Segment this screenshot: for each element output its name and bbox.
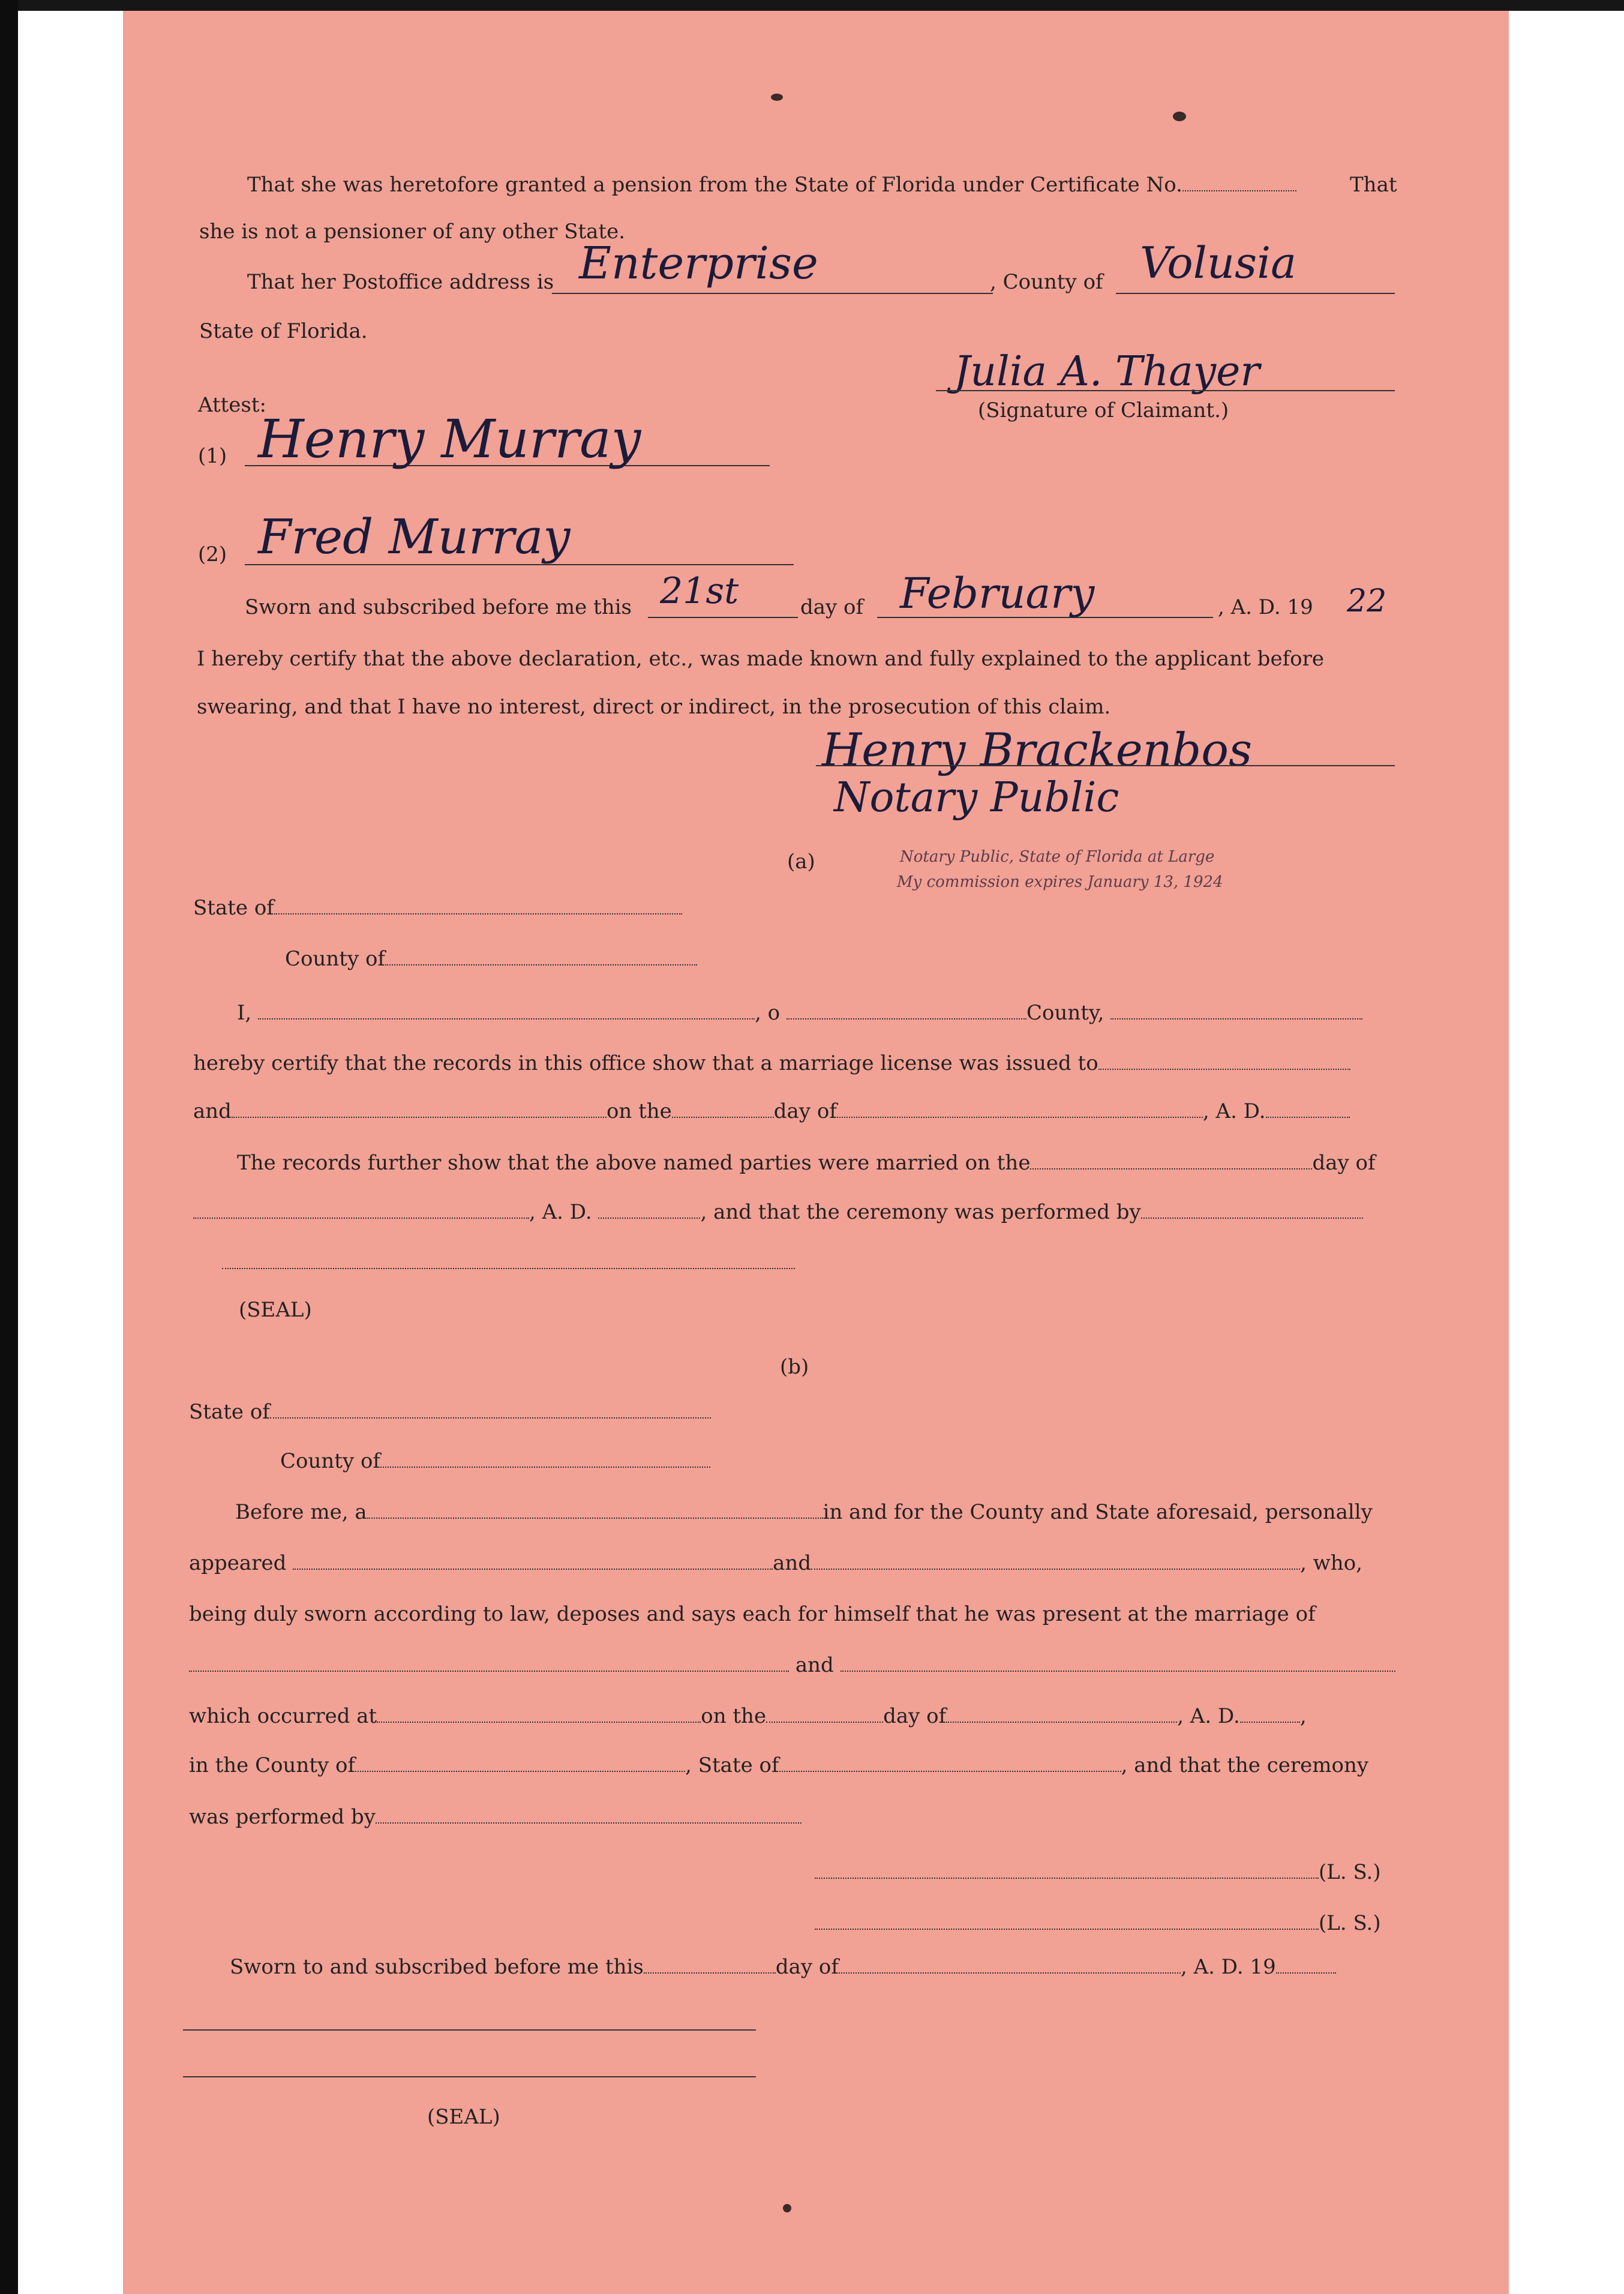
a-officer-line (237, 1001, 1362, 1025)
witness-2-number: (2) (198, 542, 227, 566)
pension-text: That she was heretofore granted a pension from the State of Florida under Certificate No. (247, 173, 1182, 197)
b-and-label: and (773, 1551, 812, 1575)
a-and-line (193, 1099, 1350, 1123)
b-comma: , (1299, 1704, 1307, 1728)
a-day-blank (672, 1100, 774, 1118)
a-state-line (193, 896, 682, 920)
sworn-year-value: 22 (1347, 583, 1387, 619)
b-ls2: (L. S.) (1319, 1911, 1381, 1935)
witness-1-signature: Henry Murray (258, 408, 641, 470)
b-occurred-line (189, 1704, 1307, 1728)
b-sworn-line (230, 1955, 1336, 1979)
b-onthe-label: on the (701, 1704, 767, 1728)
a-county-blank (385, 947, 697, 965)
b-who-label: , who, (1300, 1551, 1362, 1575)
b-signature1-blank (815, 1861, 1319, 1879)
a-ad-label: , A. D. (1202, 1099, 1266, 1123)
a-office-blank (787, 1001, 1026, 1019)
scan-border-left (0, 0, 18, 2294)
b-month-blank (946, 1705, 1177, 1723)
a-onthe-label: on the (606, 1099, 672, 1123)
b-marriage-of-line (189, 1653, 1395, 1677)
notary-signature-line (816, 765, 1395, 766)
b-before-label: Before me, a (235, 1500, 367, 1524)
b-day-blank (766, 1705, 883, 1723)
b-signature2-blank (815, 1912, 1319, 1930)
a-o-label: , o (755, 1001, 781, 1025)
b-ls2-line (815, 1911, 1381, 1935)
a-records-text: hereby certify that the records in this office show that a marriage license was issued to (193, 1051, 1098, 1075)
a-county-line (285, 947, 697, 971)
b-state2-blank (779, 1754, 1121, 1772)
a-county-label: County of (285, 947, 386, 971)
b-dayof-label: day of (883, 1704, 947, 1728)
sworn-ad-label: , A. D. 19 (1218, 595, 1313, 619)
b-dayof2-label: day of (775, 1955, 839, 1979)
scan-border-top (0, 0, 1624, 11)
certification-line-2: swearing, and that I have no interest, direct or indirect, in the prosecution of this claim. (197, 695, 1111, 719)
a-married-month-blank (193, 1201, 529, 1219)
b-witness2-blank (811, 1552, 1300, 1570)
b-and2-label: and (795, 1653, 834, 1677)
notary-stamp-line-2: My commission expires January 13, 1924 (897, 873, 1223, 891)
section-b-label: (b) (780, 1355, 809, 1379)
a-dayof2-label: day of (1312, 1151, 1376, 1175)
pension-text-2: she is not a pensioner of any other State. (199, 220, 626, 244)
a-county-c-blank (1110, 1001, 1362, 1019)
b-performed-label: was performed by (189, 1805, 376, 1829)
state-line: State of Florida. (199, 319, 368, 343)
a-married-year-blank (598, 1201, 700, 1219)
a-dayof-label: day of (773, 1099, 837, 1123)
notary-signature: Henry Brackenbos (822, 723, 1253, 776)
a-further-day-blank (1030, 1152, 1312, 1170)
a-officiant-blank (1141, 1201, 1363, 1219)
b-state-blank (270, 1401, 711, 1419)
claimant-signature-label: (Signature of Claimant.) (978, 398, 1229, 422)
b-county2-blank (355, 1754, 685, 1772)
b-officer-blank (367, 1501, 823, 1519)
a-county-c-label: County, (1026, 1001, 1104, 1025)
b-stateof-label: , State of (685, 1753, 779, 1777)
sworn-month-value: February (900, 569, 1095, 618)
b-county-blank (380, 1450, 710, 1468)
b-sworn-day-blank (644, 1956, 776, 1974)
postoffice-label: That her Postoffice address is (247, 270, 554, 294)
sworn-day-blank (648, 617, 798, 618)
a-i-label: I, (237, 1001, 252, 1025)
b-deposes-text: being duly sworn according to law, deposes and says each for himself that he was present at the marriage of (189, 1602, 1316, 1626)
claimant-signature: Julia A. Thayer (954, 348, 1260, 395)
section-a-label: (a) (787, 850, 815, 874)
pension-certificate-line (247, 173, 1296, 197)
a-licensee-blank (1098, 1052, 1350, 1070)
b-incounty-line (189, 1753, 1368, 1777)
county-label: , County of (990, 270, 1103, 294)
b-sworn-month-blank (839, 1956, 1181, 1974)
a-state-blank (274, 896, 682, 914)
b-appeared-line (189, 1551, 1362, 1575)
certificate-blank (1182, 173, 1296, 191)
a-ceremony-line (193, 1200, 1363, 1224)
notary-title-handwritten: Notary Public (834, 774, 1119, 821)
attest-label: Attest: (198, 393, 266, 417)
b-county-label: County of (280, 1449, 381, 1473)
b-ls1: (L. S.) (1319, 1860, 1381, 1884)
a-records-line (193, 1051, 1350, 1075)
b-ad19-label: , A. D. 19 (1180, 1955, 1276, 1979)
b-aforesaid-text: in and for the County and State aforesaid, personally (822, 1500, 1373, 1524)
b-seal: (SEAL) (427, 2105, 500, 2129)
a-further-line (237, 1151, 1376, 1175)
b-ls1-line (815, 1860, 1381, 1884)
postoffice-value: Enterprise (579, 238, 818, 289)
county-blank (1116, 293, 1395, 294)
sworn-label: Sworn and subscribed before me this (245, 595, 632, 619)
witness-1-number: (1) (198, 444, 227, 468)
b-state-label: State of (189, 1400, 270, 1424)
certification-line-1: I hereby certify that the above declaration, etc., was made known and fully explained to the applicant before (197, 647, 1324, 671)
b-appeared-label: appeared (189, 1551, 287, 1575)
a-and-label: and (193, 1099, 232, 1123)
b-state-line (189, 1400, 711, 1424)
a-spouse-blank (232, 1100, 607, 1118)
witness-2-signature: Fred Murray (258, 509, 571, 565)
b-party1-blank (189, 1654, 789, 1672)
b-sworn-text: Sworn to and subscribed before me this (230, 1955, 644, 1979)
b-ad-label: , A. D. (1177, 1704, 1240, 1728)
b-before-line (235, 1500, 1373, 1524)
b-occurred-label: which occurred at (189, 1704, 377, 1728)
a-ceremony-text: , and that the ceremony was performed by (700, 1200, 1141, 1224)
b-ceremony-text: , and that the ceremony (1121, 1753, 1369, 1777)
staple-hole (771, 94, 783, 101)
b-incounty-label: in the County of (189, 1753, 356, 1777)
a-ad2-label: , A. D. (529, 1200, 592, 1224)
b-party2-blank (840, 1654, 1395, 1672)
staple-hole (1173, 112, 1186, 121)
a-further-text: The records further show that the above named parties were married on the (237, 1151, 1031, 1175)
b-year-blank (1240, 1705, 1300, 1723)
b-sworn-year-blank (1276, 1956, 1336, 1974)
county-value: Volusia (1140, 238, 1297, 288)
a-month-blank (837, 1100, 1203, 1118)
b-performed-line (189, 1805, 802, 1829)
pension-text-end: That (1350, 173, 1397, 197)
a-name-blank (258, 1001, 755, 1019)
b-place-blank (377, 1705, 701, 1723)
claimant-signature-line (936, 390, 1395, 391)
a-year-blank (1266, 1100, 1350, 1118)
a-seal: (SEAL) (239, 1298, 312, 1322)
b-officer-sign-line-2 (183, 2076, 756, 2077)
b-witness1-blank (293, 1552, 773, 1570)
b-county-line (280, 1449, 710, 1473)
sworn-dayof-label: day of (800, 595, 864, 619)
a-officiant-blank-2 (222, 1268, 795, 1269)
b-officiant-blank (376, 1806, 802, 1824)
b-officer-sign-line-1 (183, 2029, 756, 2031)
postoffice-blank (552, 293, 993, 294)
punch-mark (783, 2204, 791, 2212)
notary-stamp-line-1: Notary Public, State of Florida at Large (900, 848, 1215, 866)
a-state-label: State of (193, 896, 274, 920)
sworn-day-value: 21st (660, 570, 739, 612)
